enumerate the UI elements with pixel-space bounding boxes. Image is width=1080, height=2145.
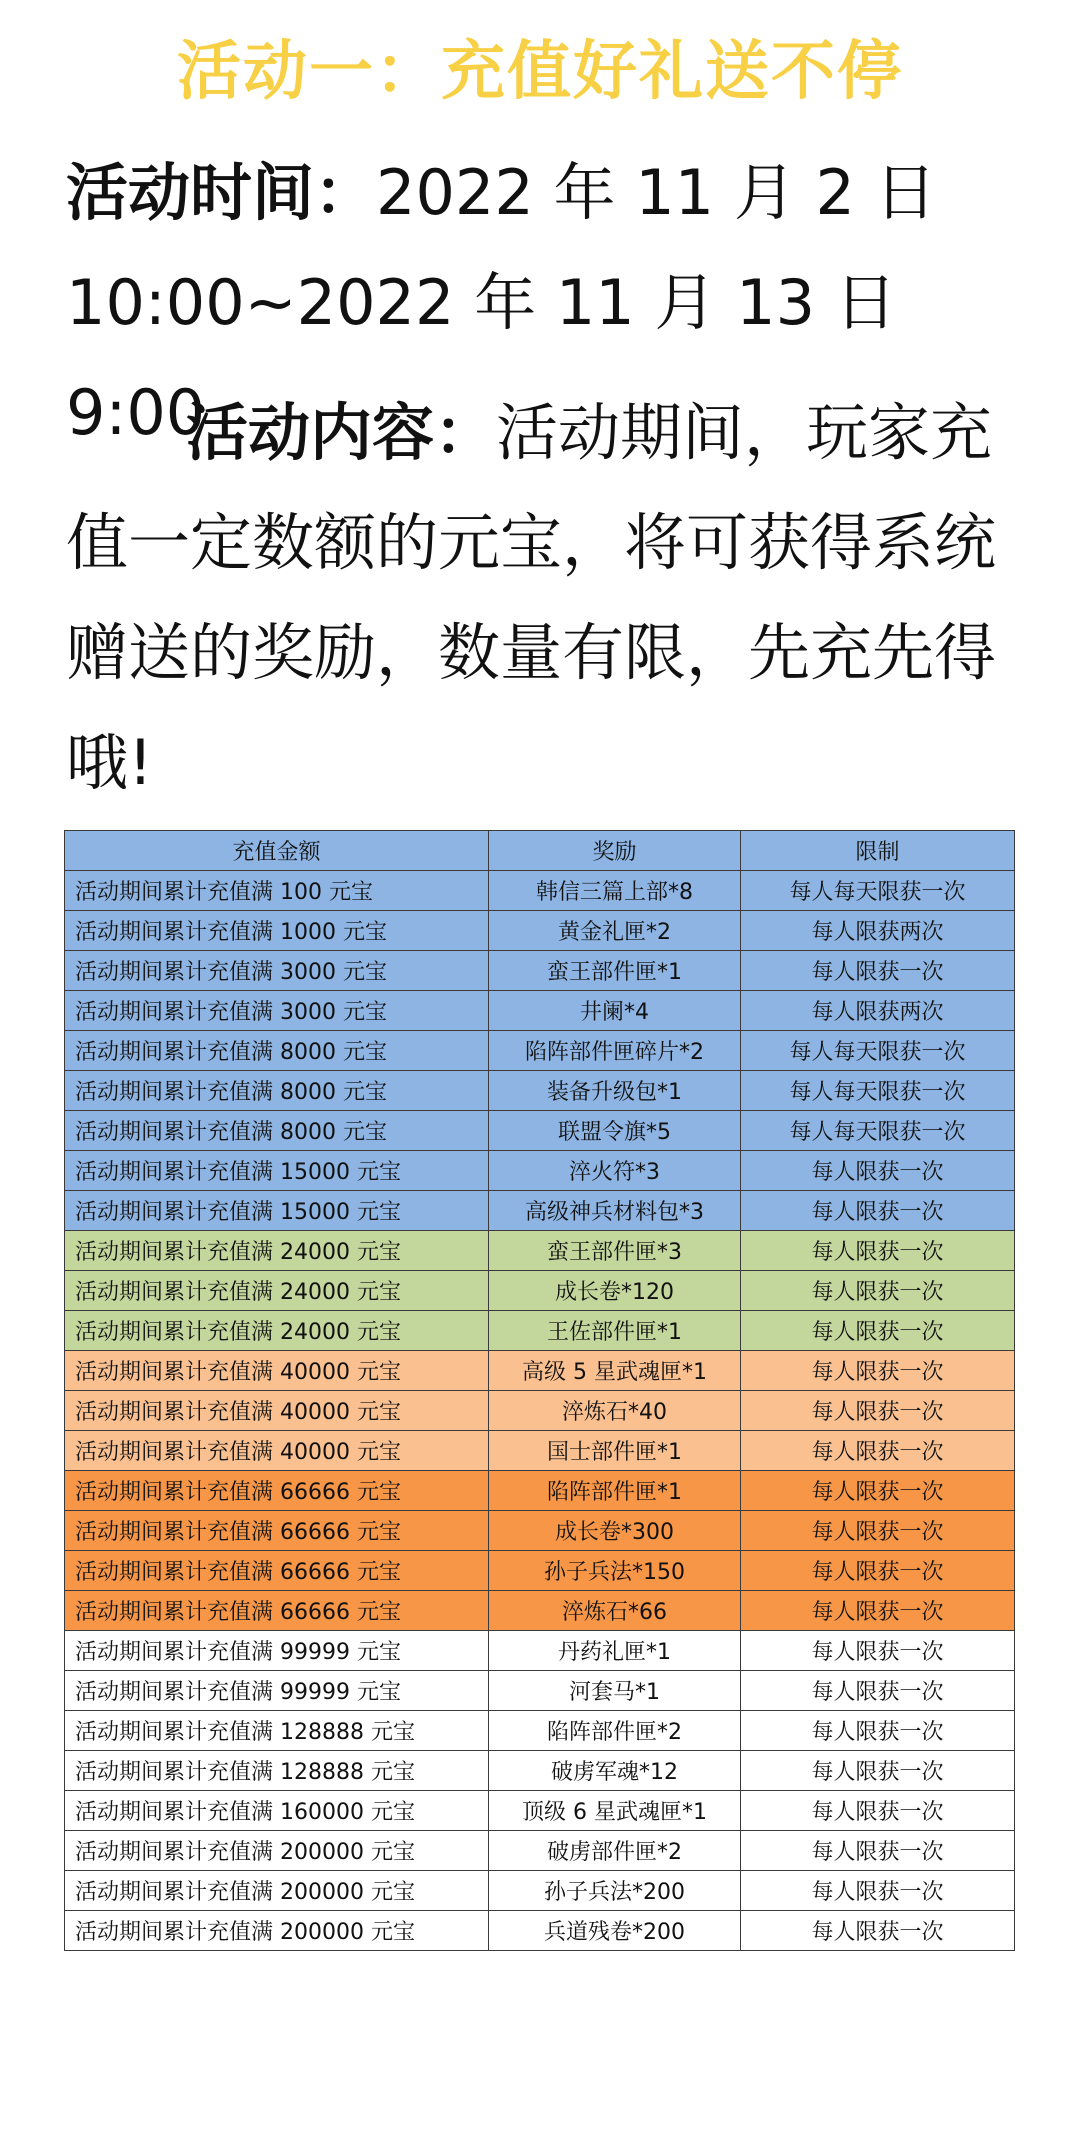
cell-reward: 成长卷*120 xyxy=(489,1271,741,1311)
table-row xyxy=(65,1911,1015,1951)
table-row xyxy=(65,1231,1015,1271)
cell-amount: 活动期间累计充值满 1000 元宝 xyxy=(65,911,489,951)
table-row xyxy=(65,1151,1015,1191)
cell-reward: 淬炼石*40 xyxy=(489,1391,741,1431)
cell-amount: 活动期间累计充值满 15000 元宝 xyxy=(65,1151,489,1191)
header-reward: 奖励 xyxy=(489,831,741,871)
event-time-line-1 xyxy=(66,138,1026,248)
cell-amount: 活动期间累计充值满 128888 元宝 xyxy=(65,1751,489,1791)
cell-limit: 每人每天限获一次 xyxy=(741,1071,1015,1111)
cell-limit: 每人限获一次 xyxy=(741,1431,1015,1471)
cell-amount: 活动期间累计充值满 24000 元宝 xyxy=(65,1231,489,1271)
table-row xyxy=(65,1671,1015,1711)
cell-limit: 每人限获一次 xyxy=(741,1231,1015,1271)
cell-limit: 每人限获一次 xyxy=(741,1831,1015,1871)
cell-reward: 王佐部件匣*1 xyxy=(489,1311,741,1351)
table-row xyxy=(65,1351,1015,1391)
cell-limit: 每人限获一次 xyxy=(741,1911,1015,1951)
cell-amount: 活动期间累计充值满 8000 元宝 xyxy=(65,1111,489,1151)
cell-limit: 每人每天限获一次 xyxy=(741,871,1015,911)
cell-limit: 每人每天限获一次 xyxy=(741,1031,1015,1071)
cell-limit: 每人限获一次 xyxy=(741,1271,1015,1311)
cell-reward: 井阑*4 xyxy=(489,991,741,1031)
cell-amount: 活动期间累计充值满 40000 元宝 xyxy=(65,1391,489,1431)
cell-reward: 破虏军魂*12 xyxy=(489,1751,741,1791)
event-content xyxy=(66,378,1026,818)
cell-amount: 活动期间累计充值满 40000 元宝 xyxy=(65,1351,489,1391)
cell-amount: 活动期间累计充值满 99999 元宝 xyxy=(65,1671,489,1711)
reward-table xyxy=(64,830,1015,1951)
event-time-label: 活动时间： xyxy=(66,156,377,229)
cell-amount: 活动期间累计充值满 3000 元宝 xyxy=(65,991,489,1031)
cell-reward: 成长卷*300 xyxy=(489,1511,741,1551)
page-title: 活动一：充值好礼送不停 xyxy=(177,35,903,109)
cell-reward: 蛮王部件匣*1 xyxy=(489,951,741,991)
cell-reward: 黄金礼匣*2 xyxy=(489,911,741,951)
cell-reward: 高级 5 星武魂匣*1 xyxy=(489,1351,741,1391)
table-row xyxy=(65,871,1015,911)
cell-limit: 每人限获两次 xyxy=(741,991,1015,1031)
cell-limit: 每人限获一次 xyxy=(741,1751,1015,1791)
cell-amount: 活动期间累计充值满 24000 元宝 xyxy=(65,1311,489,1351)
cell-reward: 陷阵部件匣*2 xyxy=(489,1711,741,1751)
cell-reward: 丹药礼匣*1 xyxy=(489,1631,741,1671)
table-row xyxy=(65,1591,1015,1631)
cell-limit: 每人限获一次 xyxy=(741,1671,1015,1711)
header-amount: 充值金额 xyxy=(65,831,489,871)
cell-amount: 活动期间累计充值满 66666 元宝 xyxy=(65,1471,489,1511)
table-row xyxy=(65,1431,1015,1471)
cell-amount: 活动期间累计充值满 24000 元宝 xyxy=(65,1271,489,1311)
cell-amount: 活动期间累计充值满 160000 元宝 xyxy=(65,1791,489,1831)
cell-limit: 每人限获一次 xyxy=(741,1871,1015,1911)
table-row xyxy=(65,1711,1015,1751)
cell-reward: 韩信三篇上部*8 xyxy=(489,871,741,911)
cell-limit: 每人限获一次 xyxy=(741,951,1015,991)
cell-limit: 每人限获一次 xyxy=(741,1351,1015,1391)
cell-reward: 顶级 6 星武魂匣*1 xyxy=(489,1791,741,1831)
table-row xyxy=(65,1471,1015,1511)
cell-limit: 每人限获一次 xyxy=(741,1151,1015,1191)
cell-reward: 孙子兵法*150 xyxy=(489,1551,741,1591)
table-row xyxy=(65,1271,1015,1311)
cell-amount: 活动期间累计充值满 200000 元宝 xyxy=(65,1911,489,1951)
cell-reward: 陷阵部件匣碎片*2 xyxy=(489,1031,741,1071)
cell-amount: 活动期间累计充值满 200000 元宝 xyxy=(65,1831,489,1871)
cell-reward: 高级神兵材料包*3 xyxy=(489,1191,741,1231)
cell-limit: 每人限获一次 xyxy=(741,1551,1015,1591)
event-content-label: 活动内容： xyxy=(186,396,497,469)
cell-limit: 每人限获一次 xyxy=(741,1191,1015,1231)
table-row xyxy=(65,951,1015,991)
cell-amount: 活动期间累计充值满 200000 元宝 xyxy=(65,1871,489,1911)
event-time-line-2: 10:00~2022 年 11 月 13 日 9:00 xyxy=(66,266,897,449)
cell-reward: 联盟令旗*5 xyxy=(489,1111,741,1151)
cell-amount: 活动期间累计充值满 40000 元宝 xyxy=(65,1431,489,1471)
cell-reward: 陷阵部件匣*1 xyxy=(489,1471,741,1511)
cell-amount: 活动期间累计充值满 99999 元宝 xyxy=(65,1631,489,1671)
table-row xyxy=(65,1631,1015,1671)
table-row xyxy=(65,1111,1015,1151)
cell-limit: 每人限获一次 xyxy=(741,1791,1015,1831)
cell-limit: 每人每天限获一次 xyxy=(741,1111,1015,1151)
table-row xyxy=(65,1031,1015,1071)
cell-limit: 每人限获一次 xyxy=(741,1711,1015,1751)
cell-amount: 活动期间累计充值满 66666 元宝 xyxy=(65,1511,489,1551)
cell-reward: 国士部件匣*1 xyxy=(489,1431,741,1471)
cell-amount: 活动期间累计充值满 3000 元宝 xyxy=(65,951,489,991)
cell-reward: 河套马*1 xyxy=(489,1671,741,1711)
table-row xyxy=(65,1751,1015,1791)
cell-limit: 每人限获一次 xyxy=(741,1391,1015,1431)
table-row xyxy=(65,991,1015,1031)
cell-amount: 活动期间累计充值满 15000 元宝 xyxy=(65,1191,489,1231)
cell-limit: 每人限获一次 xyxy=(741,1591,1015,1631)
table-row xyxy=(65,1391,1015,1431)
cell-amount: 活动期间累计充值满 66666 元宝 xyxy=(65,1591,489,1631)
cell-reward: 孙子兵法*200 xyxy=(489,1871,741,1911)
cell-limit: 每人限获两次 xyxy=(741,911,1015,951)
table-body xyxy=(65,871,1015,1951)
cell-reward: 蛮王部件匣*3 xyxy=(489,1231,741,1271)
cell-reward: 装备升级包*1 xyxy=(489,1071,741,1111)
event-time-start: 2022 年 11 月 2 日 xyxy=(376,156,937,229)
table-header-row xyxy=(65,831,1015,871)
cell-amount: 活动期间累计充值满 66666 元宝 xyxy=(65,1551,489,1591)
cell-reward: 淬火符*3 xyxy=(489,1151,741,1191)
cell-amount: 活动期间累计充值满 128888 元宝 xyxy=(65,1711,489,1751)
header-limit: 限制 xyxy=(741,831,1015,871)
cell-limit: 每人限获一次 xyxy=(741,1471,1015,1511)
table-row xyxy=(65,1551,1015,1591)
table-row xyxy=(65,911,1015,951)
table-row xyxy=(65,1511,1015,1551)
cell-reward: 淬炼石*66 xyxy=(489,1591,741,1631)
table-row xyxy=(65,1871,1015,1911)
cell-amount: 活动期间累计充值满 8000 元宝 xyxy=(65,1071,489,1111)
cell-amount: 活动期间累计充值满 8000 元宝 xyxy=(65,1031,489,1071)
table-row xyxy=(65,1791,1015,1831)
cell-reward: 破虏部件匣*2 xyxy=(489,1831,741,1871)
table-row xyxy=(65,1071,1015,1111)
cell-limit: 每人限获一次 xyxy=(741,1311,1015,1351)
table-row xyxy=(65,1831,1015,1871)
table-row xyxy=(65,1311,1015,1351)
cell-limit: 每人限获一次 xyxy=(741,1631,1015,1671)
cell-amount: 活动期间累计充值满 100 元宝 xyxy=(65,871,489,911)
event-content-text: 活动期间，玩家充值一定数额的元宝，将可获得系统赠送的奖励，数量有限，先充先得哦! xyxy=(66,396,997,799)
table-row xyxy=(65,1191,1015,1231)
cell-reward: 兵道残卷*200 xyxy=(489,1911,741,1951)
cell-limit: 每人限获一次 xyxy=(741,1511,1015,1551)
